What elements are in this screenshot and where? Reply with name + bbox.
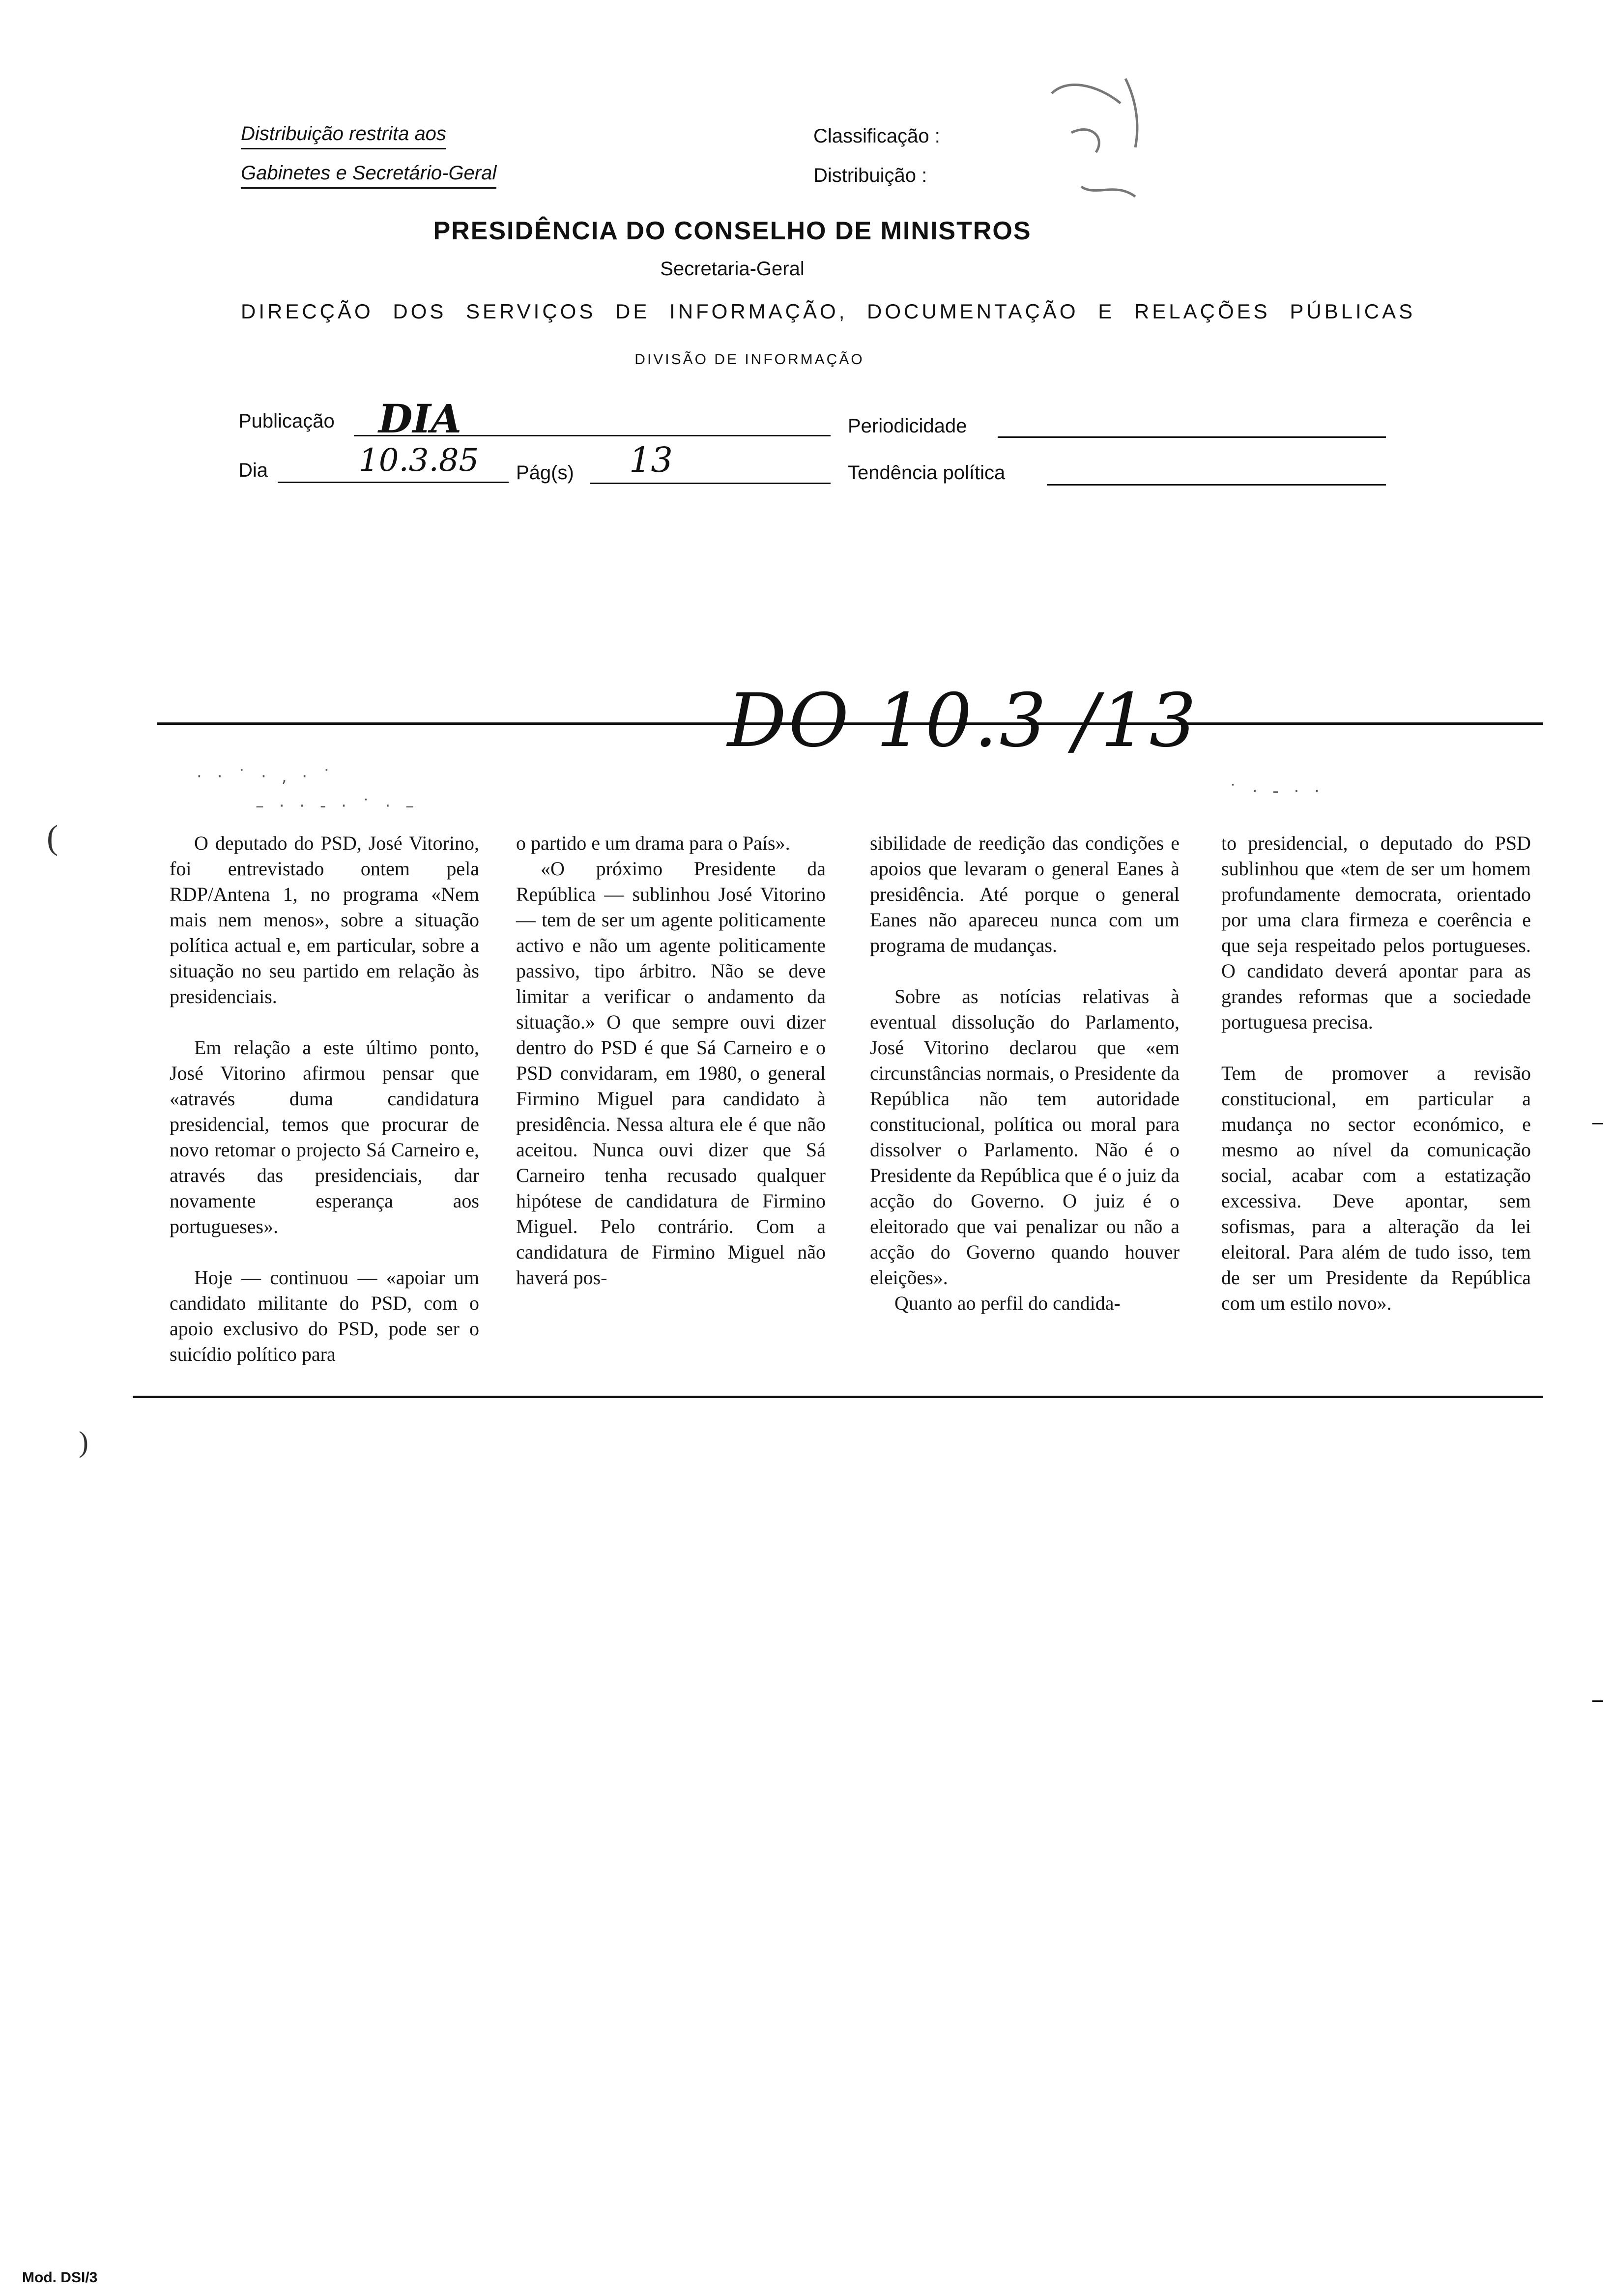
publication-value: DIA [378,396,461,442]
political-tendency-field-line [1047,484,1386,486]
day-field-line [278,482,509,483]
form-model-code: Mod. DSI/3 [22,2269,98,2286]
periodicity-field-line [998,436,1386,438]
scan-noise: ˙ · ‐ · · [1229,781,1324,801]
article-paragraph: Quanto ao perfil do candida- [894,1292,1121,1314]
directorate-title: DIRECÇÃO DOS SERVIÇOS DE INFORMAÇÃO, DOCUMENTAÇÃO E RELAÇÕES PÚBLICAS [241,300,1416,323]
article-column-4 [1221,831,1531,1316]
publication-label: Publicação [238,410,335,432]
handwritten-scribble-mark [1022,49,1180,206]
day-value: 10.3.85 [359,442,479,479]
classification-label: Classificação : [813,125,940,147]
division-title: DIVISÃO DE INFORMAÇÃO [634,351,864,368]
pages-label: Pág(s) [516,462,574,484]
periodicity-label: Periodicidade [848,415,967,437]
margin-tick [1592,1123,1603,1124]
article-paragraph: o partido e um drama para o País». [516,832,790,854]
article-paragraph: sibilidade de reedição das condições e apoios que levaram o general Eanes à presidência. Até porque o general Eanes não apareceu nunca com um programa de mudanças. [870,832,1180,956]
scan-noise: · · ˙ · ‚ · ˙ [197,767,336,786]
margin-bracket-right: ) [79,1426,88,1458]
day-label: Dia [238,459,268,481]
restricted-distribution-line1: Distribuição restrita aos [241,123,446,149]
article-column-3 [870,831,1180,1316]
margin-bracket-left: ( [47,819,58,857]
pages-value: 13 [629,440,673,480]
article-paragraph: Sobre as notícias relativas à eventual dissolução do Parlamento, José Vitorino declarou que «em circunstâncias normais, o Presidente da República não tem autoridade constitucional, política ou moral para dissolver o Parlamento. Não é o Presidente da República que é o juiz da acção do Governo. O juiz é o eleitorado que vai penalizar ou não a acção do Governo quando houver eleições». [870,985,1180,1289]
secretariat-title: Secretaria-Geral [660,258,805,280]
clipping-bottom-rule [133,1396,1543,1398]
article-paragraph: O deputado do PSD, José Vitorino, foi entrevistado ontem pela RDP/Antena 1, no programa «Nem mais nem menos», sobre a situação política actual e, em particular, sobre a situação no seu partido em relação às presidenciais. [170,832,479,1007]
ministry-title: PRESIDÊNCIA DO CONSELHO DE MINISTROS [433,217,1032,245]
article-paragraph: Em relação a este último ponto, José Vitorino afirmou pensar que «através duma candidatura presidencial, temos que procurar de novo retomar o projecto Sá Carneiro e, através das presidenciais, dar novamente esperança aos portugueses». [170,1036,479,1237]
scan-noise: – · · ‐ · ˙ · – [256,796,419,816]
margin-tick [1592,1700,1603,1702]
article-paragraph: Hoje — continuou — «apoiar um candidato militante do PSD, com o apoio exclusivo do PSD, pode ser o suicídio político para [170,1266,479,1365]
pages-field-line [590,483,831,484]
article-paragraph: to presidencial, o deputado do PSD sublinhou que «tem de ser um homem profundamente democrata, orientado por uma clara firmeza e coerência e que seja respeitado pelos portugueses. O candidato deverá apontar para as grandes reformas que a sociedade portuguesa precisa. [1221,832,1531,1033]
article-paragraph: Tem de promover a revisão constitucional, em particular a mudança no sector económico, e mesmo ao nível da comunicação social, acabar com a estatização excessiva. Deve apontar, sem sofismas, para a alteração da lei eleitoral. Para além de tudo isso, tem de ser um Presidente da República com um estilo novo». [1221,1062,1531,1314]
distribution-label: Distribuição : [813,165,927,186]
article-column-2 [516,831,826,1291]
handwritten-reference: DO 10.3 /13 [727,678,1198,764]
restricted-distribution-line2: Gabinetes e Secretário-Geral [241,162,496,189]
article-column-1 [170,831,479,1367]
article-paragraph: «O próximo Presidente da República — sublinhou José Vitorino — tem de ser um agente politicamente activo e não um agente politicamente passivo, tipo árbitro. Não se deve limitar a verificar o andamento da situação.» O que sempre ouvi dizer dentro do PSD é que Sá Carneiro e o PSD convidaram, em 1980, o general Firmino Miguel para candidato à presidência. Nessa altura ele é que não aceitou. Nunca ouvi dizer que Sá Carneiro tenha recusado qualquer hipótese de candidatura de Firmino Miguel. Pelo contrário. Com a candidatura de Firmino Miguel não haverá pos- [516,858,826,1289]
political-tendency-label: Tendência política [848,462,1006,484]
